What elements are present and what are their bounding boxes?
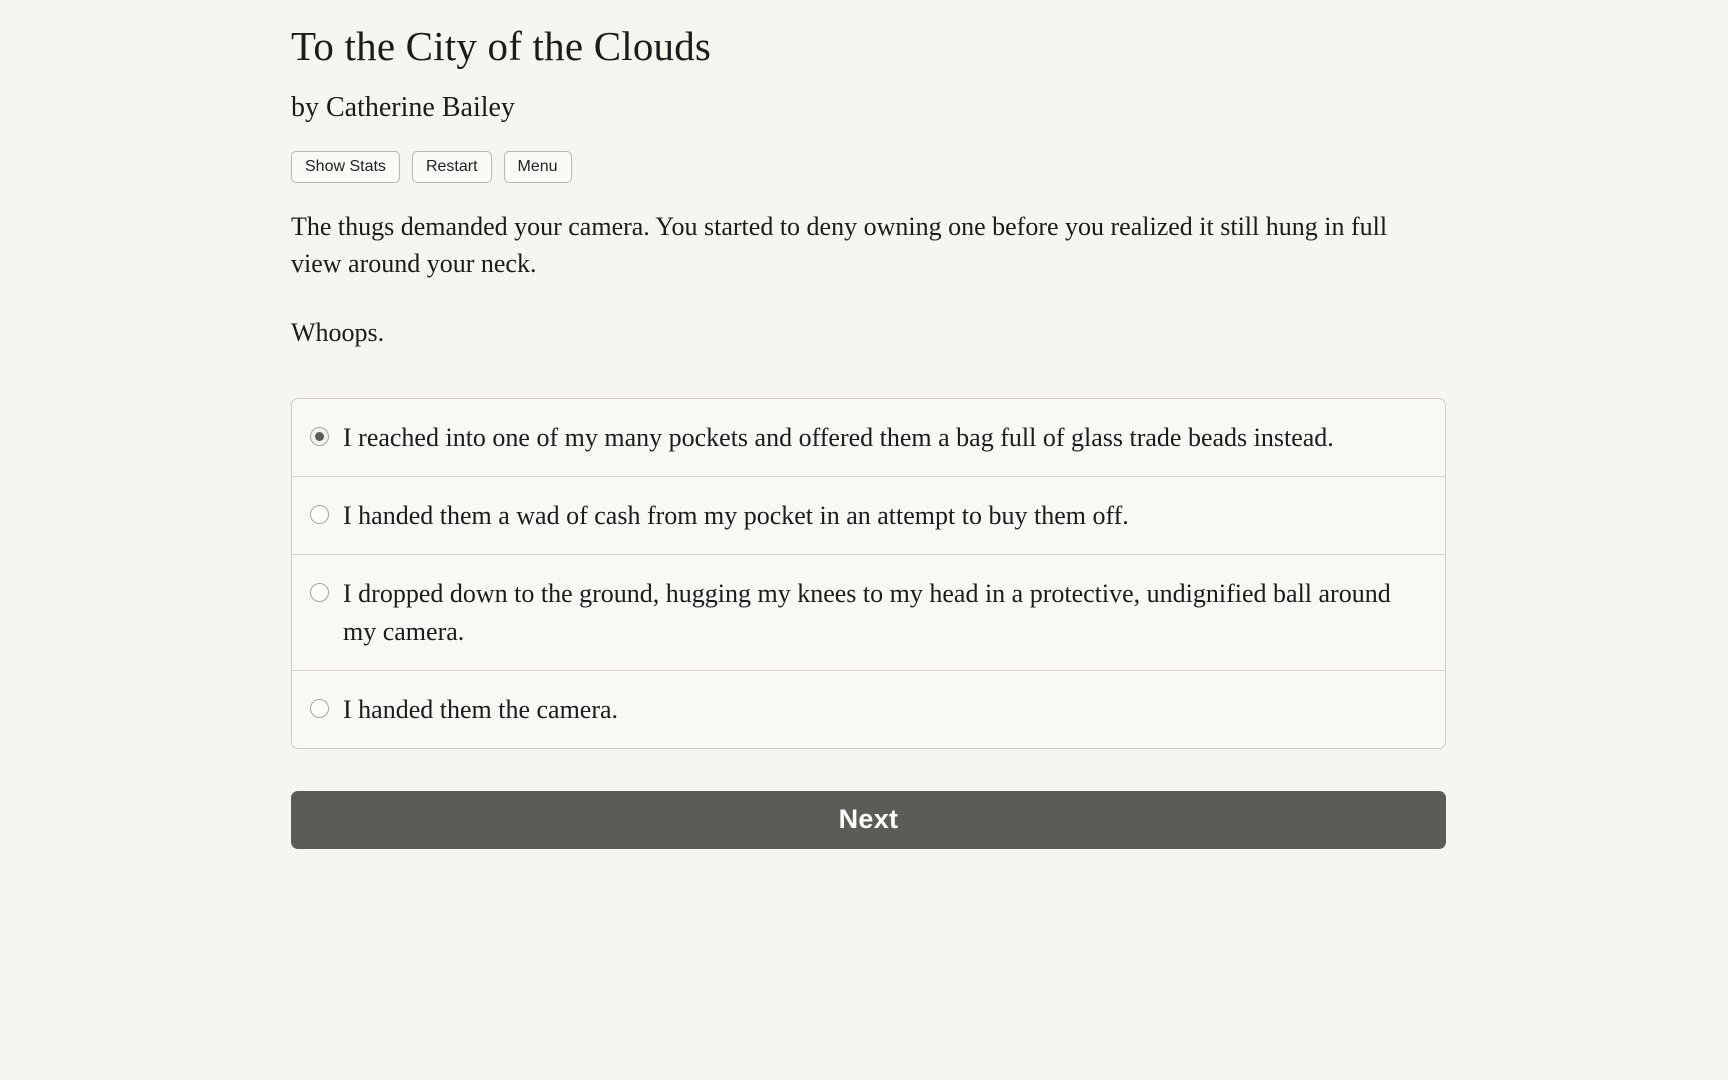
choice-option-2[interactable]	[292, 477, 1445, 555]
page-title: To the City of the Clouds	[291, 23, 712, 69]
menu-button[interactable]: Menu	[504, 151, 572, 184]
choice-label: I handed them a wad of cash from my pocket in an attempt to buy them off.	[343, 501, 1129, 531]
choice-label: I handed them the camera.	[343, 694, 619, 724]
author-byline: by Catherine Bailey	[291, 92, 515, 124]
story-paragraph-2: Whoops.	[291, 318, 385, 348]
choice-list	[291, 398, 1446, 749]
choice-label: I reached into one of my many pockets and offered them a bag full of glass trade beads instead.	[343, 423, 1334, 453]
toolbar	[291, 151, 1446, 184]
radio-button-icon[interactable]	[310, 583, 329, 602]
choice-label: I dropped down to the ground, hugging my knees to my head in a protective, undignified ball around my camera.	[343, 579, 1391, 646]
restart-button[interactable]: Restart	[412, 151, 492, 184]
choice-option-1[interactable]	[292, 399, 1445, 477]
radio-button-icon[interactable]	[310, 699, 329, 718]
radio-button-icon[interactable]	[310, 505, 329, 524]
show-stats-button[interactable]: Show Stats	[291, 151, 400, 184]
choice-option-4[interactable]	[292, 671, 1445, 748]
story-content	[291, 0, 1446, 849]
next-button[interactable]: Next	[291, 791, 1446, 849]
story-paragraph-1: The thugs demanded your camera. You started to deny owning one before you realized it still hung in full view around your neck.	[291, 212, 1388, 279]
choice-option-3[interactable]	[292, 555, 1445, 670]
radio-button-icon[interactable]	[310, 427, 329, 446]
